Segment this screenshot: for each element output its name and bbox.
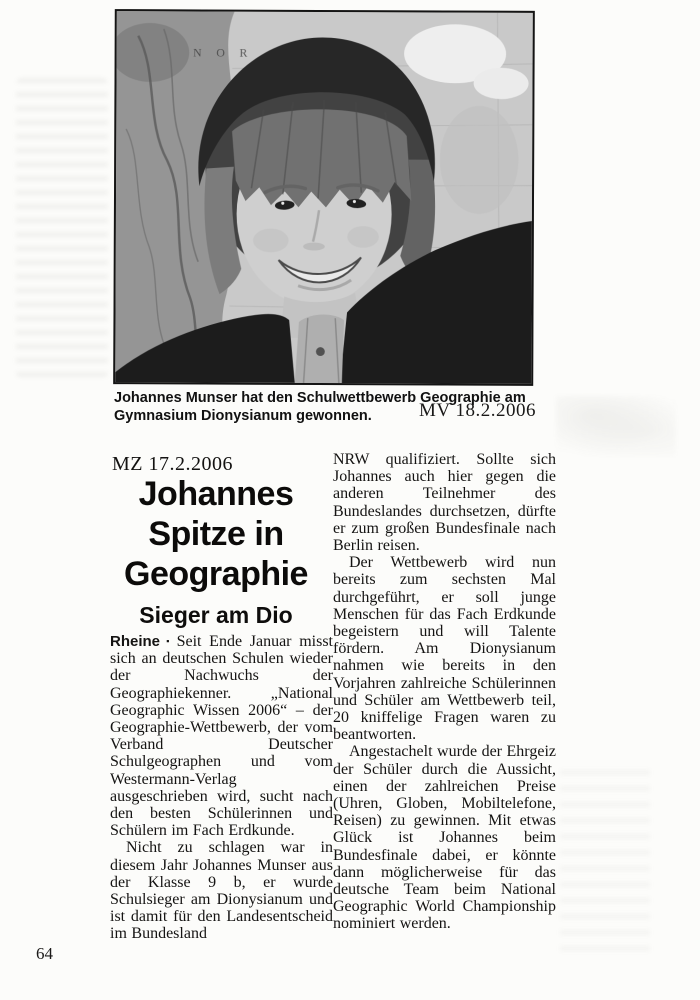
- paragraph: NRW qualifiziert. Sollte sich Johannes auch hier gegen die anderen Teilnehmer des Bundeslandes durchsetzen, dürfte er zum großen Bundesfinale nach Berlin reisen.: [333, 451, 556, 555]
- paragraph: Nicht zu schlagen war in diesem Jahr Johannes Munser aus der Klasse 9 b, er wurde Schulsieger am Dionysianum und ist damit für den Landesentscheid im Bundesland: [110, 839, 333, 943]
- article-column-left: [110, 633, 333, 943]
- paragraph-text: Seit Ende Januar misst sich an deutschen Schulen wieder der Nachwuchs der Geographiekenner. „National Geographic Wissen 2006“ – der Geographie-Wettbewerb, der vom Verband Deutscher Schulgeographen und vom Westermann-Verlag ausgeschrieben wird, sucht nach den besten Schülerinnen und Schülern im Fach Erdkunde.: [110, 633, 333, 840]
- article-column-right: [333, 451, 556, 933]
- page-showthrough-right-lower: [560, 770, 650, 960]
- paragraph-lead: [110, 633, 333, 839]
- photo-caption-line2: Gymnasium Dionysianum gewonnen.: [114, 408, 372, 424]
- lead-location: Rheine: [110, 633, 161, 650]
- article-dateline: MZ 17.2.2006: [112, 453, 233, 475]
- headline-line-1: Johannes: [138, 475, 294, 513]
- photo-credit-date: MV 18.2.2006: [418, 400, 536, 421]
- page-number: 64: [36, 944, 53, 963]
- photo-caption-line1: Johannes Munser hat den Schulwettbewerb Geographie am: [114, 390, 526, 406]
- portrait-photo: [113, 9, 535, 386]
- page-showthrough-left: [16, 78, 108, 378]
- paragraph: Angestachelt wurde der Ehrgeiz der Schüler durch die Aussicht, einen der zahlreichen Preise (Uhren, Globen, Mobiltelefone, Reisen) zu gewinnen. Mit etwas Glück ist Johannes beim Bundesfinale dabei, er könnte dann möglicherweise für das deutsche Team beim National Geographic World Championship nominiert werden.: [333, 743, 556, 933]
- map-region-label: N O R: [193, 46, 254, 60]
- article-headline: [104, 474, 328, 594]
- photo-caption: [114, 389, 538, 425]
- portrait-photo-illustration: [115, 11, 533, 384]
- headline-line-3: Geographie: [124, 555, 308, 593]
- headline-line-2: Spitze in: [148, 515, 284, 553]
- lead-bullet-icon: ▪: [163, 636, 173, 646]
- page-showthrough-right: [556, 396, 676, 456]
- article-subheadline: Sieger am Dio: [139, 602, 293, 628]
- boy-shirt-button: [316, 347, 325, 356]
- paragraph: Der Wettbewerb wird nun bereits zum sechsten Mal durchgeführt, er soll junge Menschen für das Fach Erdkunde begeistern und will Talente fördern. Am Dionysianum nahmen wie bereits in den Vorjahren zahlreiche Schülerinnen und Schüler am Wettbewerb teil, 20 kniffelige Fragen waren zu beantworten.: [333, 554, 556, 744]
